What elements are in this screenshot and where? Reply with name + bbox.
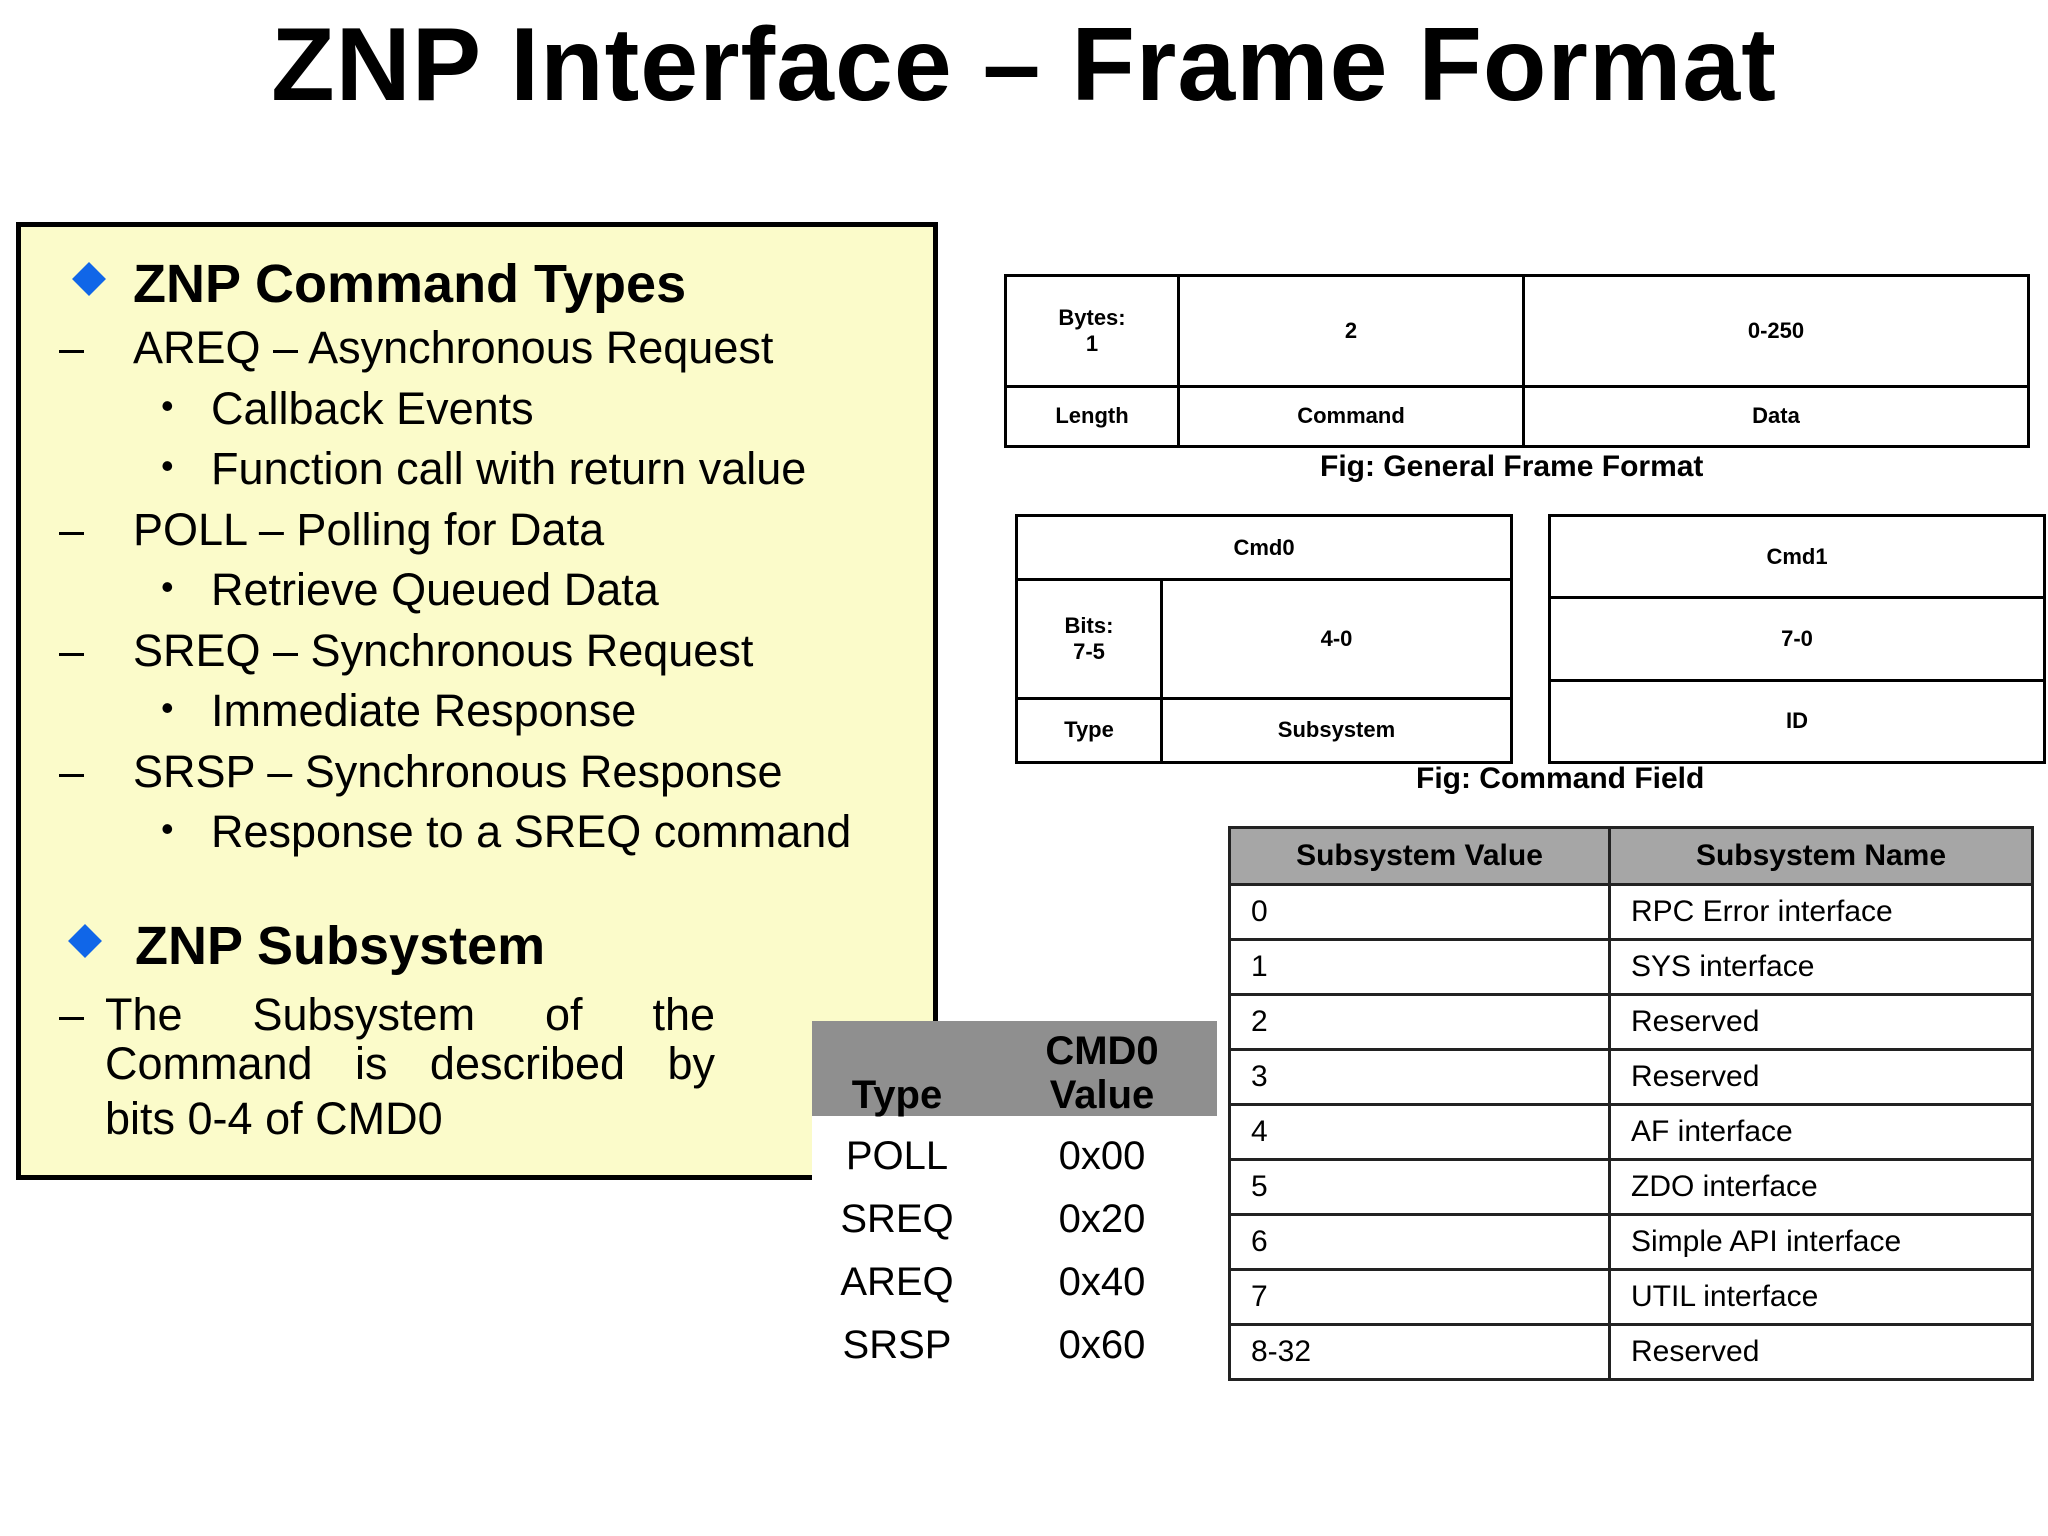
table-row xyxy=(1230,1160,2033,1215)
table-cell xyxy=(1006,276,1179,387)
column-header: Subsystem Name xyxy=(1610,828,2033,885)
table-cell: 2 xyxy=(1230,995,1610,1050)
word: Command xyxy=(105,1038,313,1089)
table-row xyxy=(1017,698,1512,762)
table-row xyxy=(1550,516,2045,598)
dash-marker: – xyxy=(59,746,85,797)
table-cell: Length xyxy=(1006,386,1179,446)
table-row xyxy=(1017,580,1512,698)
table-cell: Cmd1 xyxy=(1550,516,2045,598)
slide-title: ZNP Interface – Frame Format xyxy=(271,7,1777,123)
column-header: CMD0 xyxy=(1045,1029,1159,1073)
word: of xyxy=(544,989,583,1040)
table-cell: RPC Error interface xyxy=(1610,885,2033,940)
table-cell: Reserved xyxy=(1610,995,2033,1050)
table-cell: Command xyxy=(1179,386,1524,446)
column-header: Subsystem Value xyxy=(1230,828,1610,885)
cmd1-table xyxy=(1548,514,2046,764)
bullet-marker: • xyxy=(161,808,174,849)
value-cell: 0x40 xyxy=(1058,1260,1146,1304)
dash-marker: – xyxy=(59,322,85,373)
subsystem-text-line-3: bits 0-4 of CMD0 xyxy=(105,1093,443,1144)
table-cell: 4 xyxy=(1230,1105,1610,1160)
table-row xyxy=(1550,598,2045,680)
value-cell: 0x60 xyxy=(1058,1323,1146,1367)
table-row xyxy=(1230,940,2033,995)
table-cell: 7 xyxy=(1230,1270,1610,1325)
diamond-bullet-icon xyxy=(68,924,102,958)
table-cell xyxy=(1017,580,1162,698)
word: described xyxy=(429,1038,626,1089)
table-cell: Subsystem xyxy=(1162,698,1512,762)
table-row xyxy=(1230,1105,2033,1160)
word: is xyxy=(355,1038,388,1089)
type-cell: AREQ xyxy=(840,1260,954,1304)
table-cell: 0-250 xyxy=(1524,276,2029,387)
bullet-marker: • xyxy=(161,445,174,486)
table-cell: 1 xyxy=(1230,940,1610,995)
table-cell: UTIL interface xyxy=(1610,1270,2033,1325)
table-cell: Reserved xyxy=(1610,1050,2033,1105)
general-frame-format-table xyxy=(1004,274,2030,448)
table-cell: Cmd0 xyxy=(1017,516,1512,580)
type-cell: SREQ xyxy=(840,1197,954,1241)
poll-item: POLL – Polling for Data xyxy=(133,504,605,555)
table-header-row xyxy=(1230,828,2033,885)
frame-format-caption: Fig: General Frame Format xyxy=(1320,450,1704,483)
word: The xyxy=(105,989,183,1040)
areq-item: AREQ – Asynchronous Request xyxy=(133,322,774,373)
command-field-caption: Fig: Command Field xyxy=(1416,762,1705,795)
table-cell: Data xyxy=(1524,386,2029,446)
type-cell: SRSP xyxy=(842,1323,952,1367)
word: the xyxy=(652,989,715,1040)
command-types-panel xyxy=(16,222,938,1180)
srsp-item: SRSP – Synchronous Response xyxy=(133,746,783,797)
table-cell: Type xyxy=(1017,698,1162,762)
diamond-bullet-icon xyxy=(72,262,106,296)
dash-marker: – xyxy=(59,504,85,555)
table-cell: 8-32 xyxy=(1230,1325,1610,1380)
subsystem-text-line-2 xyxy=(105,1038,715,1090)
table-row xyxy=(1006,386,2029,446)
subsystem-table xyxy=(1228,826,2034,1381)
cmd0-table xyxy=(1015,514,1513,764)
table-row xyxy=(1230,1270,2033,1325)
sreq-item: SREQ – Synchronous Request xyxy=(133,625,754,676)
table-cell: 2 xyxy=(1179,276,1524,387)
poll-sub-1: Retrieve Queued Data xyxy=(211,564,659,615)
table-row xyxy=(1230,1215,2033,1270)
table-row xyxy=(1230,995,2033,1050)
table-row xyxy=(1230,1325,2033,1380)
table-cell: 3 xyxy=(1230,1050,1610,1105)
type-cell: POLL xyxy=(845,1134,949,1178)
table-cell: 6 xyxy=(1230,1215,1610,1270)
areq-sub-2: Function call with return value xyxy=(211,443,807,494)
subsystem-text-line-1 xyxy=(105,989,715,1041)
table-cell: ID xyxy=(1550,680,2045,762)
srsp-sub-1: Response to a SREQ command xyxy=(211,806,852,857)
value-cell: 0x00 xyxy=(1058,1134,1146,1178)
word: by xyxy=(667,1038,715,1089)
table-row xyxy=(1230,885,2033,940)
heading-subsystem: ZNP Subsystem xyxy=(135,916,546,976)
bullet-marker: • xyxy=(161,385,174,426)
value-cell: 0x20 xyxy=(1058,1197,1146,1241)
bullet-marker: • xyxy=(161,566,174,607)
heading-command-types: ZNP Command Types xyxy=(133,254,687,314)
table-cell: Simple API interface xyxy=(1610,1215,2033,1270)
table-row xyxy=(1550,680,2045,762)
table-row xyxy=(1017,516,1512,580)
bits-label: Bits: xyxy=(1064,612,1114,638)
table-cell: Reserved xyxy=(1610,1325,2033,1380)
areq-sub-1: Callback Events xyxy=(211,383,534,434)
table-cell: 4-0 xyxy=(1162,580,1512,698)
bits-value: 7-5 xyxy=(1073,638,1105,664)
table-cell: SYS interface xyxy=(1610,940,2033,995)
table-row xyxy=(1230,1050,2033,1105)
bytes-label: Bytes: xyxy=(1058,304,1126,330)
table-cell: 5 xyxy=(1230,1160,1610,1215)
table-cell: ZDO interface xyxy=(1610,1160,2033,1215)
column-header: Value xyxy=(1049,1073,1155,1117)
dash-marker: – xyxy=(59,989,85,1040)
word: Subsystem xyxy=(252,989,476,1040)
bytes-value: 1 xyxy=(1085,330,1099,356)
column-header: Type xyxy=(851,1073,943,1117)
sreq-sub-1: Immediate Response xyxy=(211,685,637,736)
dash-marker: – xyxy=(59,625,85,676)
table-cell: AF interface xyxy=(1610,1105,2033,1160)
type-cmd0-table xyxy=(812,1021,1217,1381)
table-row xyxy=(1006,276,2029,387)
bullet-marker: • xyxy=(161,687,174,728)
table-cell: 0 xyxy=(1230,885,1610,940)
table-cell: 7-0 xyxy=(1550,598,2045,680)
